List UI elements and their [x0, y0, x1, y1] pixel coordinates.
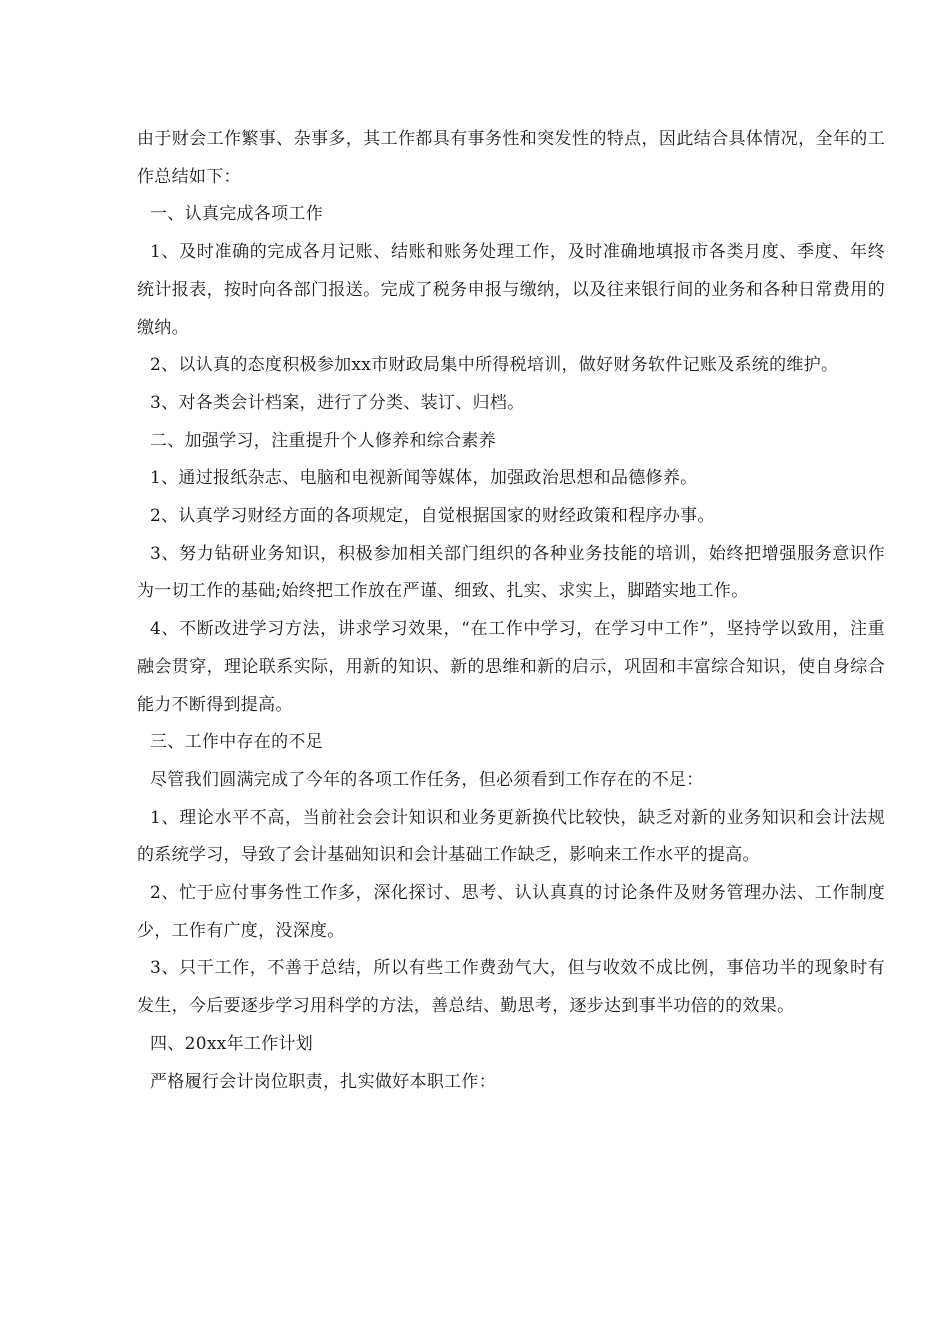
paragraph-1-3: 3、对各类会计档案，进行了分类、装订、归档。: [150, 392, 525, 413]
paragraph-intro: 由于财会工作繁事、杂事多，其工作都具有事务性和突发性的特点，因此结合具体情况，全年的工作总结如下：: [137, 129, 885, 187]
document-body: [137, 121, 885, 1101]
paragraph-3-intro: 尽管我们圆满完成了今年的各项工作任务，但必须看到工作存在的不足：: [150, 769, 704, 790]
paragraph-1-1: 1、及时准确的完成各月记账、结账和账务处理工作，及时准确地填报市各类月度、季度、年终统计报表，按时向各部门报送。完成了税务申报与缴纳，以及往来银行间的业务和各种日常费用的缴纳。: [137, 242, 885, 338]
paragraph-4-intro: 严格履行会计岗位职责，扎实做好本职工作：: [150, 1071, 496, 1092]
section-heading-4: 四、20xx年工作计划: [150, 1033, 314, 1054]
paragraph-2-4: 4、不断改进学习方法，讲求学习效果，“在工作中学习，在学习中工作”，坚持学以致用，注重融会贯穿，理论联系实际，用新的知识、新的思维和新的启示，巩固和丰富综合知识，使自身综合能力不断得到提高。: [137, 619, 885, 715]
paragraph-2-3: 3、努力钻研业务知识，积极参加相关部门组织的各种业务技能的培训，始终把增强服务意识作为一切工作的基础;始终把工作放在严谨、细致、扎实、求实上，脚踏实地工作。: [137, 543, 885, 602]
section-heading-1: 一、认真完成各项工作: [150, 204, 323, 225]
paragraph-3-1: 1、理论水平不高，当前社会会计知识和业务更新换代比较快，缺乏对新的业务知识和会计法规的系统学习，导致了会计基础知识和会计基础工作缺乏，影响来工作水平的提高。: [137, 807, 885, 866]
section-heading-3: 三、工作中存在的不足: [150, 732, 323, 753]
paragraph-1-2: 2、以认真的态度积极参加xx市财政局集中所得税培训，做好财务软件记账及系统的维护。: [150, 355, 839, 376]
section-heading-2: 二、加强学习，注重提升个人修养和综合素养: [150, 430, 496, 451]
paragraph-2-1: 1、通过报纸杂志、电脑和电视新闻等媒体，加强政治思想和品德修养。: [150, 468, 698, 489]
paragraph-3-3: 3、只干工作，不善于总结，所以有些工作费劲气大，但与收效不成比例，事倍功半的现象时有发生，今后要逐步学习用科学的方法，善总结、勤思考，逐步达到事半功倍的的效果。: [137, 958, 885, 1017]
paragraph-3-2: 2、忙于应付事务性工作多，深化探讨、思考、认认真真的讨论条件及财务管理办法、工作制度少，工作有广度，没深度。: [137, 883, 885, 941]
paragraph-2-2: 2、认真学习财经方面的各项规定，自觉根据国家的财经政策和程序办事。: [150, 506, 715, 527]
